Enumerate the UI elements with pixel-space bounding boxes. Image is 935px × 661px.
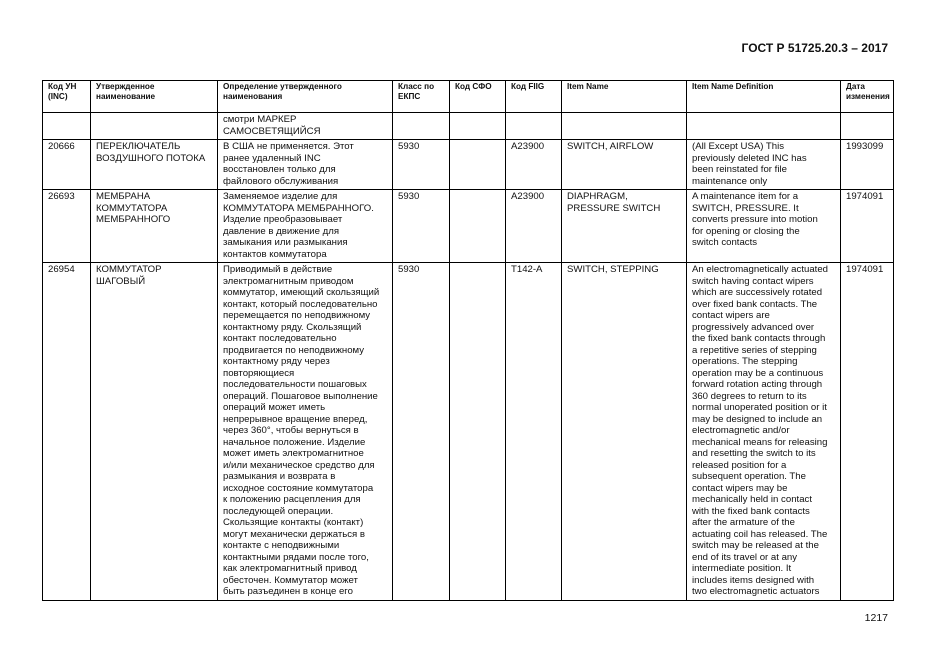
item-names-table (42, 80, 894, 601)
table-header-row (43, 81, 894, 113)
cell-ekps-class: 5930 (393, 263, 450, 601)
page-number: 1217 (864, 612, 888, 624)
cell-definition: Заменяемое изделие для КОММУТАТОРА МЕМБРАННОГО. Изделие преобразовывает давление в движение для замыкания или размыкания контактов коммутатора (218, 190, 393, 263)
cell-fiig-code (506, 113, 562, 140)
cell-item-name-definition: A maintenance item for a SWITCH, PRESSURE. It converts pressure into motion for opening or closing the switch contacts (687, 190, 841, 263)
cell-definition: смотри МАРКЕР САМОСВЕТЯЩИЙСЯ (218, 113, 393, 140)
col-header-change-date: Дата изменения (841, 81, 894, 113)
cell-ekps-class: 5930 (393, 140, 450, 190)
cell-item-name: SWITCH, STEPPING (562, 263, 687, 601)
col-header-inc: Код УН (INC) (43, 81, 91, 113)
cell-change-date: 1974091 (841, 263, 894, 601)
cell-item-name: SWITCH, AIRFLOW (562, 140, 687, 190)
cell-sfo-code (450, 140, 506, 190)
cell-ekps-class (393, 113, 450, 140)
cell-change-date: 1993099 (841, 140, 894, 190)
cell-item-name (562, 113, 687, 140)
cell-sfo-code (450, 190, 506, 263)
cell-item-name-definition (687, 113, 841, 140)
cell-item-name: DIAPHRAGM, PRESSURE SWITCH (562, 190, 687, 263)
cell-inc: 26954 (43, 263, 91, 601)
standard-number: ГОСТ Р 51725.20.3 – 2017 (741, 41, 888, 55)
cell-approved-name: МЕМБРАНА КОММУТАТОРА МЕМБРАННОГО (91, 190, 218, 263)
table-row (43, 113, 894, 140)
cell-sfo-code (450, 113, 506, 140)
col-header-item-name: Item Name (562, 81, 687, 113)
cell-definition: В США не применяется. Этот ранее удаленный INC восстановлен только для файлового обслуживания (218, 140, 393, 190)
table-row (43, 263, 894, 601)
cell-approved-name (91, 113, 218, 140)
cell-approved-name: ПЕРЕКЛЮЧАТЕЛЬ ВОЗДУШНОГО ПОТОКА (91, 140, 218, 190)
cell-sfo-code (450, 263, 506, 601)
cell-inc: 26693 (43, 190, 91, 263)
table-row (43, 140, 894, 190)
cell-inc: 20666 (43, 140, 91, 190)
col-header-definition: Определение утвержденного наименования (218, 81, 393, 113)
cell-definition: Приводимый в действие электромагнитным приводом коммутатор, имеющий скользящий контакт, который последовательно перемещается по неподвижному контактному ряду. Скользящий контакт последовательно продвигается по неподвижному контактному ряду через повторяющиеся последовательности пошаговых операций. Пошаговое выполнение операций может иметь непрерывное вращение вперед, через 360°, чтобы вернуться в начальное положение. Изделие может иметь электромагнитное и/или механическое средство для размыкания и возврата в исходное состояние коммутатора к положению расцепления для последующей операции. Скользящие контакты (контакт) могут механически держаться в контакте с неподвижными контактными рядами после того, как электромагнитный привод обесточен. Коммутатор может быть разъединен в конце его (218, 263, 393, 601)
cell-change-date: 1974091 (841, 190, 894, 263)
col-header-item-name-definition: Item Name Definition (687, 81, 841, 113)
cell-fiig-code: A23900 (506, 190, 562, 263)
cell-item-name-definition: (All Except USA) This previously deleted INC has been reinstated for file maintenance only (687, 140, 841, 190)
col-header-fiig-code: Код FIIG (506, 81, 562, 113)
cell-item-name-definition: An electromagnetically actuated switch having contact wipers which are successively rotated over fixed bank contacts. The contact wipers are progressively advanced over the fixed bank contacts through a repetitive series of stepping operations. The stepping operation may be a continuous forward rotation acting through 360 degrees to return to its normal unoperated position or it may be designed to include an electromagnetic and/or mechanical means for releasing and resetting the switch to its released position for a subsequent operation. The contact wipers may be mechanically held in contact with the fixed bank contacts after the armature of the actuating coil has released. The switch may be released at the end of its travel or at any intermediate position. It includes items designed with two electromagnetic actuators (687, 263, 841, 601)
col-header-sfo-code: Код СФО (450, 81, 506, 113)
table-row (43, 190, 894, 263)
col-header-ekps-class: Класс по ЕКПС (393, 81, 450, 113)
col-header-approved-name: Утвержденное наименование (91, 81, 218, 113)
cell-inc (43, 113, 91, 140)
cell-approved-name: КОММУТАТОР ШАГОВЫЙ (91, 263, 218, 601)
cell-fiig-code: A23900 (506, 140, 562, 190)
cell-change-date (841, 113, 894, 140)
cell-ekps-class: 5930 (393, 190, 450, 263)
cell-fiig-code: T142-A (506, 263, 562, 601)
